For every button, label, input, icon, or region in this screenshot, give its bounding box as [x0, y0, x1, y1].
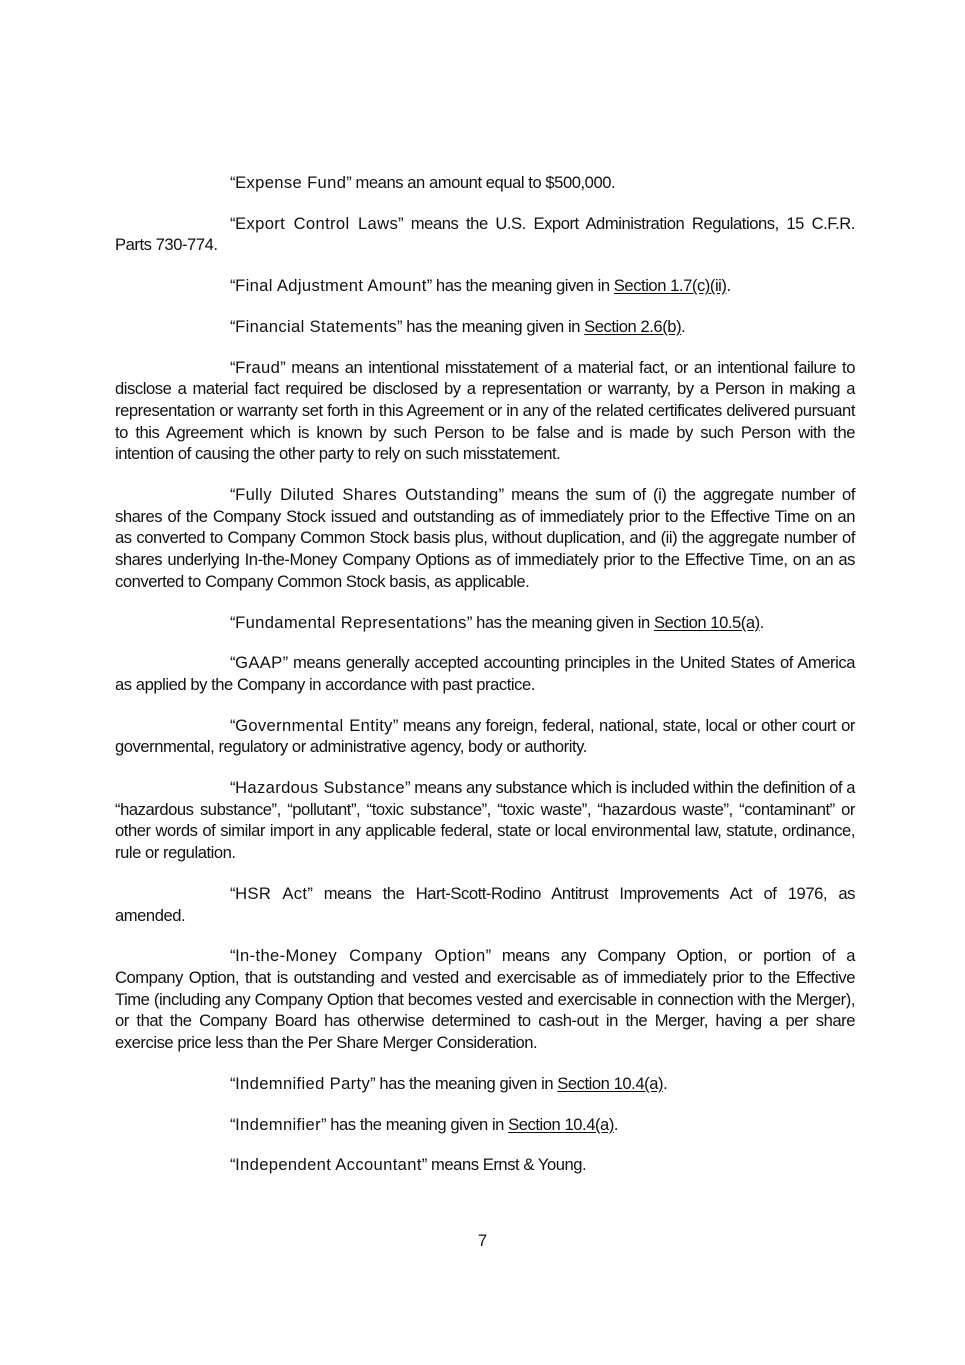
section-reference-link[interactable]: Section 10.4(a)	[508, 1114, 614, 1134]
definition-text: means generally accepted accounting principles in the United States of America as applied by the Company in accordance with past practice.	[115, 653, 855, 694]
definition-tail: .	[681, 316, 686, 336]
definition-text: means an intentional misstatement of a material fact, or an intentional failure to disclose a material fact required be disclosed by a representation or warranty, by a Person in making a representation or warranty set forth in this Agreement or in any of the related certificates delivered pursuant to this Agreement which is known by such Person to be false and is made by such Person with the intention of causing the other party to rely on such misstatement.	[115, 357, 855, 464]
defined-term: Final Adjustment Amount	[235, 276, 427, 296]
page-number: 7	[477, 1231, 488, 1250]
defined-term: Fundamental Representations	[235, 612, 467, 632]
definition-text: has the meaning given in	[326, 1114, 509, 1134]
definition-text: means an amount equal to $500,000.	[351, 173, 616, 192]
defined-term: Fully Diluted Shares Outstanding	[235, 485, 499, 505]
defined-term: Governmental Entity	[235, 715, 393, 735]
definition-gaap: “GAAP” means generally accepted accounting principles in the United States of America as applied by the Company in accordance with past practice.	[115, 653, 855, 694]
definition-tail: .	[663, 1073, 668, 1093]
defined-term: Expense Fund	[235, 173, 347, 192]
definition-text: means any Company Option, or portion of a Company Option, that is outstanding and vested and exercisable as of immediately prior to the Effective Time (including any Company Option that becomes vested and exercisable in connection with the Merger), or that the Company Board has otherwise determined to cash-out in the Merger, having a per share exercise price less than the Per Share Merger Consideration.	[115, 946, 856, 1053]
defined-term: Independent Accountant	[235, 1155, 422, 1175]
definition-tail: .	[613, 1114, 619, 1134]
definition-tail: .	[726, 276, 731, 296]
definition-financial-statements: “Financial Statements” has the meaning given in Section 2.6(b).	[230, 316, 686, 336]
definition-text: has the meaning given in	[431, 276, 614, 296]
defined-term: HSR Act	[235, 883, 308, 903]
definition-indemnifier: “Indemnifier” has the meaning given in Section 10.4(a).	[230, 1114, 619, 1134]
definition-fundamental-representations: “Fundamental Representations” has the meaning given in Section 10.5(a).	[230, 612, 764, 632]
definition-text: has the meaning given in	[375, 1073, 558, 1093]
defined-term: GAAP	[235, 653, 283, 673]
definition-fully-diluted-shares-outstanding: “Fully Diluted Shares Outstanding” means the sum of (i) the aggregate number of shares of the Company Stock issued and outstanding as of immediately prior to the Effective Time on an as converted to Company Common Stock basis plus, without duplication, and (ii) the aggregate number of shares underlying In-the-Money Company Options as of immediately prior to the Effective Time, on an as converted to Company Common Stock basis, as applicable.	[115, 485, 855, 591]
defined-term: Fraud	[235, 357, 281, 377]
section-reference-link[interactable]: Section 10.4(a)	[557, 1073, 664, 1093]
definition-text: has the meaning given in	[471, 612, 654, 632]
defined-term: Financial Statements	[235, 316, 398, 336]
definition-text: means the sum of (i) the aggregate number of shares of the Company Stock issued and outstanding as of immediately prior to the Effective Time on an as converted to Company Common Stock basis plus, without duplication, and (ii) the aggregate number of shares underlying In-the-Money Company Options as of immediately prior to the Effective Time, on an as converted to Company Common Stock basis, as applicable.	[115, 485, 855, 591]
section-reference-link[interactable]: Section 2.6(b)	[584, 316, 682, 336]
definition-text: means any foreign, federal, national, state, local or other court or governmental, regulatory or administrative agency, body or authority.	[115, 715, 856, 757]
definition-text: means Ernst & Young.	[426, 1155, 587, 1175]
definition-tail: .	[759, 612, 764, 632]
definition-text: means the Hart-Scott-Rodino Antitrust Improvements Act of 1976, as amended.	[115, 883, 856, 925]
section-reference-link[interactable]: Section 1.7(c)(ii)	[613, 276, 727, 296]
definition-indemnified-party: “Indemnified Party” has the meaning given in Section 10.4(a).	[230, 1073, 668, 1093]
defined-term: In-the-Money Company Option	[235, 946, 486, 966]
definition-independent-accountant: “Independent Accountant” means Ernst & Young.	[230, 1155, 587, 1175]
definition-text: means any substance which is included within the definition of a “hazardous substance”, “pollutant”, “toxic substance”, “toxic waste”, “hazardous waste”, “contaminant” or other words of similar import in any applicable federal, state or local environmental law, statute, ordinance, rule or regulation.	[115, 778, 856, 863]
definition-text: has the meaning given in	[402, 316, 585, 336]
defined-term: Hazardous Substance	[235, 778, 406, 798]
definition-in-the-money-company-option: “In-the-Money Company Option” means any Company Option, or portion of a Company Option, that is outstanding and vested and exercisable as of immediately prior to the Effective Time (including any Company Option that becomes vested and exercisable in connection with the Merger), or that the Company Board has otherwise determined to cash-out in the Merger, having a per share exercise price less than the Per Share Merger Consideration.	[115, 946, 856, 1053]
definitions-list	[115, 172, 855, 1195]
definition-hsr-act: “HSR Act” means the Hart-Scott-Rodino Antitrust Improvements Act of 1976, as amended.	[115, 883, 856, 925]
definition-expense-fund: “Expense Fund” means an amount equal to $500,000.	[230, 173, 616, 192]
section-reference-link[interactable]: Section 10.5(a)	[653, 612, 760, 632]
definition-hazardous-substance: “Hazardous Substance” means any substance which is included within the definition of a “hazardous substance”, “pollutant”, “toxic substance”, “toxic waste”, “hazardous waste”, “contaminant” or other words of similar import in any applicable federal, state or local environmental law, statute, ordinance, rule or regulation.	[115, 778, 856, 863]
definition-export-control-laws: “Export Control Laws” means the U.S. Export Administration Regulations, 15 C.F.R. Parts 730-774.	[115, 213, 855, 255]
defined-term: Indemnifier	[235, 1114, 322, 1134]
defined-term: Export Control Laws	[235, 213, 399, 233]
defined-term: Indemnified Party	[235, 1073, 371, 1093]
definition-fraud: “Fraud” means an intentional misstatement of a material fact, or an intentional failure to disclose a material fact required be disclosed by a representation or warranty, by a Person in making a representation or warranty set forth in this Agreement or in any of the related certificates delivered pursuant to this Agreement which is known by such Person to be false and is made by such Person with the intention of causing the other party to rely on such misstatement.	[115, 357, 855, 464]
definition-text: means the U.S. Export Administration Regulations, 15 C.F.R. Parts 730-774.	[115, 213, 855, 255]
definition-governmental-entity: “Governmental Entity” means any foreign, federal, national, state, local or other court or governmental, regulatory or administrative agency, body or authority.	[115, 715, 856, 757]
definition-final-adjustment-amount: “Final Adjustment Amount” has the meaning given in Section 1.7(c)(ii).	[230, 276, 731, 296]
